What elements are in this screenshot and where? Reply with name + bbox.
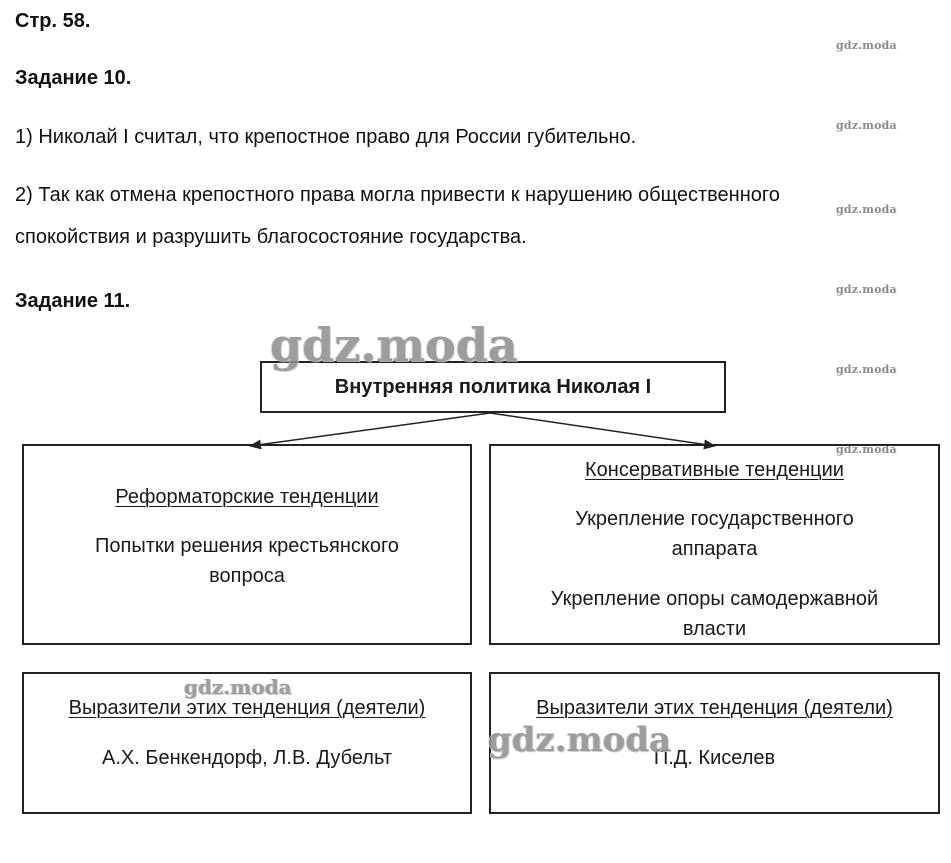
reform-people-title: Выразители этих тенденция (деятели) xyxy=(68,697,426,719)
reform-item-line: Попытки решения крестьянского xyxy=(95,535,399,557)
reform-title: Реформаторские тенденции xyxy=(115,486,379,508)
reform-item-line: вопроса xyxy=(209,565,285,587)
watermark-large: gdz.moda xyxy=(270,318,518,372)
conservative-item-line: власти xyxy=(682,618,747,640)
conservative-people-title: Выразители этих тенденция (деятели) xyxy=(536,697,893,719)
watermark: gdz.moda xyxy=(836,363,897,376)
arrow-to-conservative xyxy=(490,413,715,446)
reform-box xyxy=(22,444,472,645)
task10-answer-2-line-2: спокойствия и разрушить благосостояние государства. xyxy=(15,226,527,248)
conservative-item-line: аппарата xyxy=(671,538,758,560)
task10-answer-1: 1) Николай I считал, что крепостное право для России губительно. xyxy=(15,126,637,148)
watermark: gdz.moda xyxy=(836,283,897,296)
conservative-people-box xyxy=(489,672,940,814)
task10-answer-2-line-1: 2) Так как отмена крепостного права могла привести к нарушению общественного xyxy=(15,184,780,206)
conservative-item-line: Укрепление государственного xyxy=(575,508,854,530)
task11-heading: Задание 11. xyxy=(15,290,131,312)
watermark: gdz.moda xyxy=(836,203,897,216)
watermark-medium: gdz.moda xyxy=(184,675,292,699)
task10-heading: Задание 10. xyxy=(15,67,132,89)
conservative-people-names: П.Д. Киселев xyxy=(653,747,776,769)
conservative-box xyxy=(489,444,940,645)
reform-people-box xyxy=(22,672,472,814)
conservative-item-line: Укрепление опоры самодержавной xyxy=(550,588,879,610)
watermark-large: gdz.moda xyxy=(488,720,672,760)
watermark: gdz.moda xyxy=(836,39,897,52)
root-label: Внутренняя политика Николая I xyxy=(334,376,652,398)
watermark: gdz.moda xyxy=(836,119,897,132)
root-box xyxy=(260,361,726,413)
page-number: Стр. 58. xyxy=(15,10,91,32)
arrow-to-reform xyxy=(250,413,490,446)
reform-people-names: А.Х. Бенкендорф, Л.В. Дубельт xyxy=(102,747,392,769)
watermark: gdz.moda xyxy=(836,443,897,456)
conservative-title: Консервативные тенденции xyxy=(585,459,844,481)
